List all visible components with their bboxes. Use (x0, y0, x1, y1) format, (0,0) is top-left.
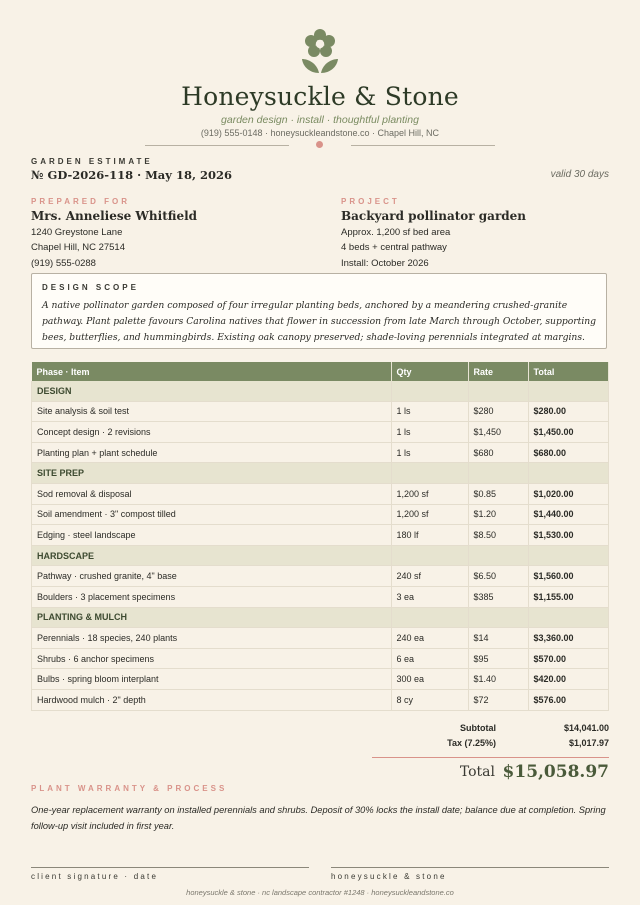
rate-cell: $72 (468, 689, 528, 710)
tax-label: Tax (7.25%) (447, 738, 496, 748)
subtotal-label: Subtotal (460, 723, 496, 733)
rate-cell: $95 (468, 648, 528, 669)
section-empty-cell (468, 545, 528, 566)
table-row (32, 483, 609, 504)
design-scope-box (31, 273, 607, 349)
item-cell: Site analysis & soil test (32, 401, 392, 422)
qty-cell: 1 ls (391, 442, 468, 463)
company-signature-line (331, 867, 609, 868)
rate-cell: $6.50 (468, 566, 528, 587)
qty-cell: 300 ea (391, 669, 468, 690)
qty-cell: 240 ea (391, 628, 468, 649)
total-cell: $1,560.00 (528, 566, 609, 587)
brand-name: Honeysuckle & Stone (181, 82, 459, 111)
table-header-row (32, 362, 609, 381)
qty-cell: 1 ls (391, 422, 468, 443)
total-cell: $576.00 (528, 689, 609, 710)
section-empty-cell (528, 607, 609, 628)
client-phone: (919) 555-0288 (31, 258, 96, 269)
project-install-date: Install: October 2026 (341, 258, 429, 269)
rate-cell: $680 (468, 442, 528, 463)
project-area: Approx. 1,200 sf bed area (341, 227, 451, 238)
total-cell: $420.00 (528, 669, 609, 690)
rate-cell: $14 (468, 628, 528, 649)
column-header-qty: Qty (391, 362, 468, 381)
rate-cell: $1.40 (468, 669, 528, 690)
table-row (32, 442, 609, 463)
section-empty-cell (528, 545, 609, 566)
item-cell: Perennials · 18 species, 240 plants (32, 628, 392, 649)
section-title: PLANTING & MULCH (32, 607, 392, 628)
table-row (32, 566, 609, 587)
qty-cell: 3 ea (391, 586, 468, 607)
section-title: DESIGN (32, 381, 392, 401)
valid-note: valid 30 days (550, 169, 609, 180)
rate-cell: $1,450 (468, 422, 528, 443)
total-divider (372, 757, 609, 758)
item-cell: Edging · steel landscape (32, 525, 392, 546)
item-cell: Concept design · 2 revisions (32, 422, 392, 443)
tax-value: $1,017.97 (568, 738, 609, 748)
table-row (32, 504, 609, 525)
section-title: HARDSCAPE (32, 545, 392, 566)
total-cell: $680.00 (528, 442, 609, 463)
table-row (32, 422, 609, 443)
warranty-label: PLANT WARRANTY & PROCESS (31, 784, 228, 793)
company-contact: (919) 555-0148 · honeysuckleandstone.co · Chapel Hill, NC (200, 128, 440, 138)
item-cell: Bulbs · spring bloom interplant (32, 669, 392, 690)
client-address-line-1: 1240 Greystone Lane (31, 227, 123, 238)
qty-cell: 240 sf (391, 566, 468, 587)
tagline: garden design · install · thoughtful planting (221, 114, 419, 126)
column-header-item: Phase · Item (32, 362, 392, 381)
table-row (32, 586, 609, 607)
section-title: SITE PREP (32, 463, 392, 484)
rate-cell: $0.85 (468, 483, 528, 504)
rate-cell: $280 (468, 401, 528, 422)
header-divider-right (351, 145, 495, 146)
prepared-for-label: PREPARED FOR (31, 197, 130, 206)
design-scope-text: A native pollinator garden composed of four irregular planting beds, anchored by a meandering crushed-granite pathway. Plant palette favours Carolina natives that flower in succession from late March through October, supporting bees, butterflies, and hummingbirds. Existing oak canopy preserved; shade-loving perennials integrated at margins. (42, 300, 597, 343)
table-row (32, 648, 609, 669)
project-label: PROJECT (341, 197, 400, 206)
column-header-rate: Rate (468, 362, 528, 381)
total-cell: $1,155.00 (528, 586, 609, 607)
qty-cell: 1,200 sf (391, 504, 468, 525)
project-beds: 4 beds + central pathway (341, 242, 447, 253)
client-name: Mrs. Anneliese Whitfield (31, 209, 198, 223)
qty-cell: 1 ls (391, 401, 468, 422)
estimate-label: GARDEN ESTIMATE (31, 157, 153, 166)
table-section-row (32, 463, 609, 484)
table-row (32, 401, 609, 422)
section-empty-cell (391, 545, 468, 566)
section-empty-cell (391, 607, 468, 628)
section-empty-cell (468, 381, 528, 401)
subtotal-value: $14,041.00 (563, 723, 609, 733)
page-footer: honeysuckle & stone · nc landscape contractor #1248 · honeysuckleandstone.co (186, 888, 454, 897)
estimate-number: № GD-2026-118 · May 18, 2026 (31, 168, 232, 182)
table-section-row (32, 545, 609, 566)
item-cell: Pathway · crushed granite, 4" base (32, 566, 392, 587)
table-row (32, 689, 609, 710)
project-name: Backyard pollinator garden (341, 209, 527, 223)
total-cell: $1,530.00 (528, 525, 609, 546)
table-row (32, 628, 609, 649)
column-header-total: Total (528, 362, 609, 381)
total-label: Total (459, 764, 495, 780)
table-body (32, 381, 609, 710)
qty-cell: 180 lf (391, 525, 468, 546)
total-cell: $570.00 (528, 648, 609, 669)
item-cell: Shrubs · 6 anchor specimens (32, 648, 392, 669)
rate-cell: $8.50 (468, 525, 528, 546)
client-signature-line (31, 867, 309, 868)
total-cell: $1,440.00 (528, 504, 609, 525)
table-section-row (32, 607, 609, 628)
company-signature-label: honeysuckle & stone (331, 872, 447, 881)
line-items-table (31, 362, 609, 711)
item-cell: Planting plan + plant schedule (32, 442, 392, 463)
item-cell: Hardwood mulch · 2" depth (32, 689, 392, 710)
rate-cell: $1.20 (468, 504, 528, 525)
client-address-line-2: Chapel Hill, NC 27514 (31, 242, 125, 253)
warranty-text: One-year replacement warranty on installed perennials and shrubs. Deposit of 30% locks the install date; balance due at completion. Spring follow-up visit included in first year. (31, 805, 606, 831)
total-cell: $280.00 (528, 401, 609, 422)
section-empty-cell (528, 381, 609, 401)
flower-logo-icon (300, 27, 340, 75)
qty-cell: 1,200 sf (391, 483, 468, 504)
section-empty-cell (528, 463, 609, 484)
total-cell: $1,020.00 (528, 483, 609, 504)
total-cell: $1,450.00 (528, 422, 609, 443)
item-cell: Boulders · 3 placement specimens (32, 586, 392, 607)
client-signature-label: client signature · date (31, 872, 159, 881)
rate-cell: $385 (468, 586, 528, 607)
section-empty-cell (391, 463, 468, 484)
item-cell: Soil amendment · 3" compost tilled (32, 504, 392, 525)
total-value: $15,058.97 (502, 762, 609, 782)
table-row (32, 669, 609, 690)
header-divider-left (145, 145, 289, 146)
qty-cell: 6 ea (391, 648, 468, 669)
design-scope-label: DESIGN SCOPE (42, 283, 139, 292)
qty-cell: 8 cy (391, 689, 468, 710)
item-cell: Sod removal & disposal (32, 483, 392, 504)
total-cell: $3,360.00 (528, 628, 609, 649)
table-section-row (32, 381, 609, 401)
section-empty-cell (391, 381, 468, 401)
table-row (32, 525, 609, 546)
section-empty-cell (468, 607, 528, 628)
header-divider-dot (316, 141, 323, 148)
section-empty-cell (468, 463, 528, 484)
